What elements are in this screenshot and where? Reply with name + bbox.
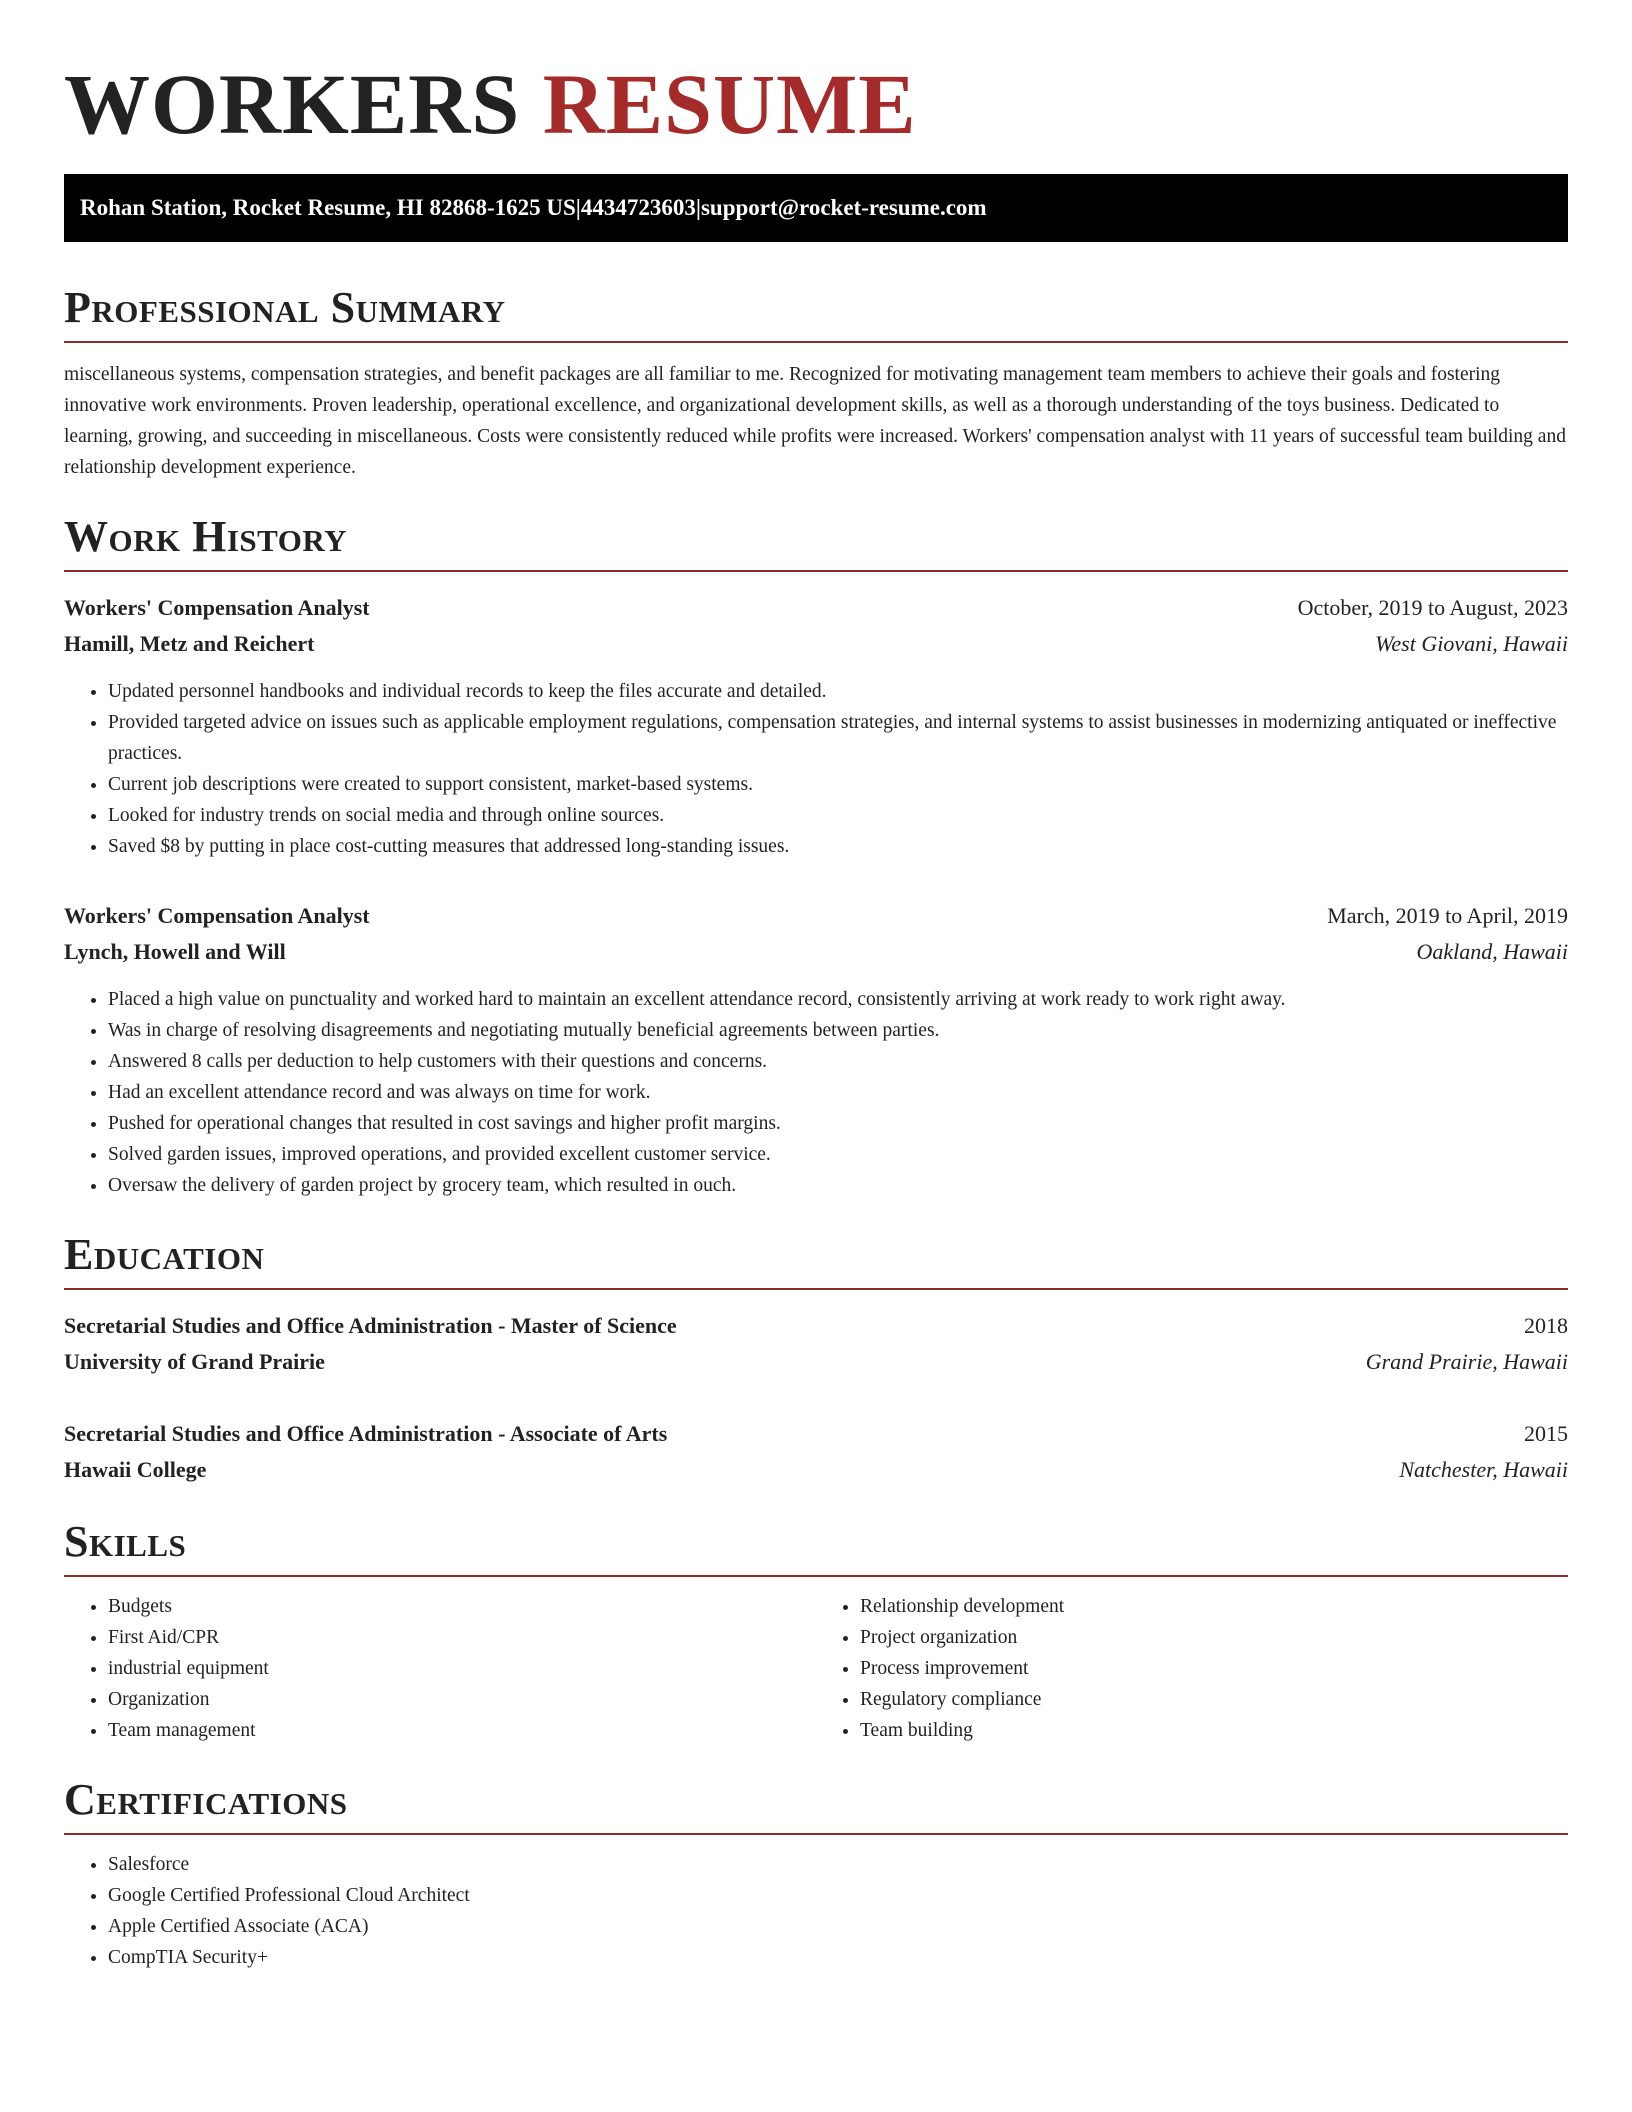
education-degree-row bbox=[64, 1308, 1568, 1344]
skill-item: • Organization bbox=[108, 1684, 816, 1715]
job-header-row bbox=[64, 898, 1568, 934]
work-history-heading: Work History bbox=[64, 511, 1568, 572]
certifications-section bbox=[64, 1774, 1568, 1973]
job-dates: March, 2019 to April, 2019 bbox=[1327, 903, 1568, 928]
contact-separator: | bbox=[575, 195, 581, 220]
job-bullet: • Looked for industry trends on social media and through online sources. bbox=[108, 800, 1568, 831]
skill-item: • Budgets bbox=[108, 1591, 816, 1622]
skill-item: • Process improvement bbox=[860, 1653, 1568, 1684]
certifications-heading: Certifications bbox=[64, 1774, 1568, 1835]
skill-item: • First Aid/CPR bbox=[108, 1622, 816, 1653]
job-bullet: • Updated personnel handbooks and individual records to keep the files accurate and detailed. bbox=[108, 676, 1568, 707]
skill-item: • Team building bbox=[860, 1715, 1568, 1746]
skill-item: • Team management bbox=[108, 1715, 816, 1746]
education-heading: Education bbox=[64, 1229, 1568, 1290]
contact-address: Rohan Station, Rocket Resume, HI 82868-1625 US bbox=[80, 195, 576, 220]
work-history-section bbox=[64, 511, 1568, 1201]
education-location: Natchester, Hawaii bbox=[1399, 1457, 1568, 1482]
education-location: Grand Prairie, Hawaii bbox=[1365, 1349, 1568, 1374]
job-bullet: • Pushed for operational changes that resulted in cost savings and higher profit margins. bbox=[108, 1108, 1568, 1139]
job-location: West Giovani, Hawaii bbox=[1375, 631, 1568, 656]
skills-grid bbox=[64, 1591, 1568, 1746]
education-entry bbox=[64, 1308, 1568, 1380]
job-bullet: • Was in charge of resolving disagreements and negotiating mutually beneficial agreements between parties. bbox=[108, 1015, 1568, 1046]
certification-item: • Salesforce bbox=[108, 1849, 1568, 1880]
job-header-row bbox=[64, 590, 1568, 626]
skills-heading: Skills bbox=[64, 1516, 1568, 1577]
job-entry bbox=[64, 898, 1568, 1201]
education-year: 2018 bbox=[1524, 1313, 1568, 1338]
job-bullet: • Solved garden issues, improved operations, and provided excellent customer service. bbox=[108, 1139, 1568, 1170]
education-degree-row bbox=[64, 1416, 1568, 1452]
certification-item: • CompTIA Security+ bbox=[108, 1942, 1568, 1973]
education-school-row bbox=[64, 1452, 1568, 1488]
education-school: University of Grand Prairie bbox=[64, 1349, 325, 1374]
skill-item: • Regulatory compliance bbox=[860, 1684, 1568, 1715]
job-dates: October, 2019 to August, 2023 bbox=[1297, 595, 1568, 620]
certification-item: • Apple Certified Associate (ACA) bbox=[108, 1911, 1568, 1942]
skills-section bbox=[64, 1516, 1568, 1746]
skills-column-right bbox=[816, 1591, 1568, 1746]
education-degree: Secretarial Studies and Office Administration - Master of Science bbox=[64, 1313, 677, 1338]
summary-section bbox=[64, 282, 1568, 483]
job-company-row bbox=[64, 626, 1568, 662]
education-school: Hawaii College bbox=[64, 1457, 207, 1482]
job-bullet: • Placed a high value on punctuality and worked hard to maintain an excellent attendance record, consistently arriving at work ready to work right away. bbox=[108, 984, 1568, 1015]
skill-item: • Project organization bbox=[860, 1622, 1568, 1653]
name-first: WORKERS bbox=[64, 56, 521, 152]
job-entry bbox=[64, 590, 1568, 862]
contact-bar bbox=[64, 174, 1568, 242]
skill-item: • Relationship development bbox=[860, 1591, 1568, 1622]
job-bullet: • Oversaw the delivery of garden project by grocery team, which resulted in ouch. bbox=[108, 1170, 1568, 1201]
certifications-list bbox=[64, 1849, 1568, 1973]
certification-item: • Google Certified Professional Cloud Architect bbox=[108, 1880, 1568, 1911]
skills-column-left bbox=[64, 1591, 816, 1746]
education-school-row bbox=[64, 1344, 1568, 1380]
job-title: Workers' Compensation Analyst bbox=[64, 595, 370, 620]
name-last: RESUME bbox=[542, 56, 917, 152]
summary-text: miscellaneous systems, compensation strategies, and benefit packages are all familiar to me. Recognized for motivating management team members to achieve their goals and fostering innovative work environments. Proven leadership, operational excellence, and organizational development skills, as well as a thorough understanding of the toys business. Dedicated to learning, growing, and succeeding in miscellaneous. Costs were consistently reduced while profits were increased. Workers' compensation analyst with 11 years of successful team building and relationship development experience. bbox=[64, 364, 1566, 478]
job-bullets bbox=[64, 984, 1568, 1201]
contact-phone: 4434723603 bbox=[580, 195, 696, 220]
education-entry bbox=[64, 1416, 1568, 1488]
job-title: Workers' Compensation Analyst bbox=[64, 903, 370, 928]
job-company: Lynch, Howell and Will bbox=[64, 939, 286, 964]
job-company: Hamill, Metz and Reichert bbox=[64, 631, 315, 656]
job-bullets bbox=[64, 676, 1568, 862]
education-section bbox=[64, 1229, 1568, 1488]
job-bullet: • Current job descriptions were created to support consistent, market-based systems. bbox=[108, 769, 1568, 800]
summary-heading: Professional Summary bbox=[64, 282, 1568, 343]
job-bullet: • Had an excellent attendance record and was always on time for work. bbox=[108, 1077, 1568, 1108]
contact-email: support@rocket-resume.com bbox=[700, 195, 987, 220]
job-location: Oakland, Hawaii bbox=[1416, 939, 1568, 964]
education-year: 2015 bbox=[1524, 1421, 1568, 1446]
job-bullet: • Provided targeted advice on issues such as applicable employment regulations, compensation strategies, and internal systems to assist businesses in modernizing antiquated or ineffective practices. bbox=[108, 707, 1568, 769]
skill-item: • industrial equipment bbox=[108, 1653, 816, 1684]
job-bullet: • Answered 8 calls per deduction to help customers with their questions and concerns. bbox=[108, 1046, 1568, 1077]
resume-name bbox=[64, 58, 1568, 150]
contact-separator: | bbox=[695, 195, 701, 220]
job-company-row bbox=[64, 934, 1568, 970]
education-degree: Secretarial Studies and Office Administration - Associate of Arts bbox=[64, 1421, 668, 1446]
job-bullet: • Saved $8 by putting in place cost-cutting measures that addressed long-standing issues. bbox=[108, 831, 1568, 862]
